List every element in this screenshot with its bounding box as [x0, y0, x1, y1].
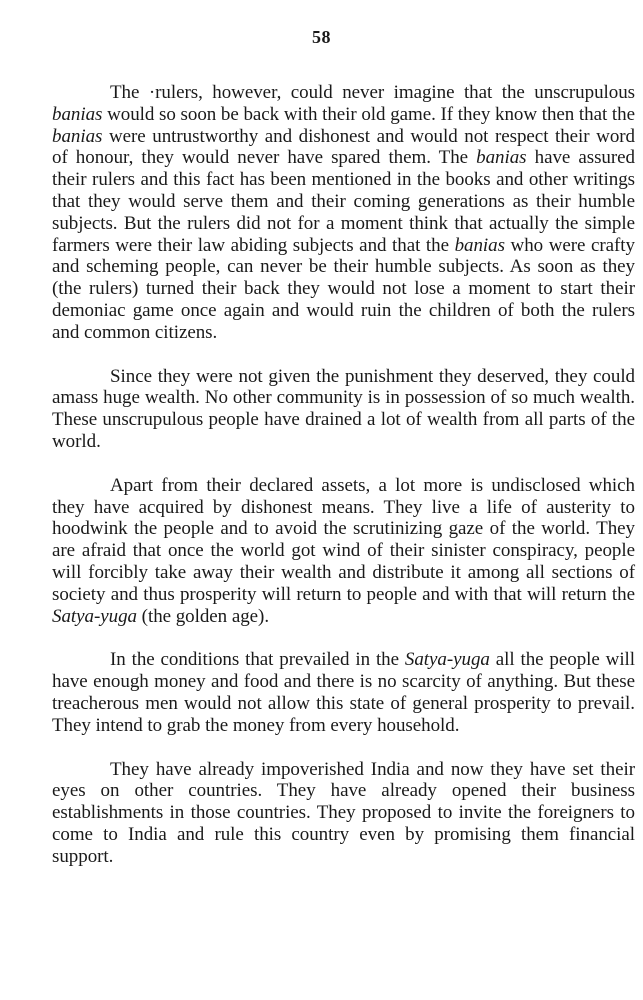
text-run: In the conditions that prevailed in the [110, 649, 405, 671]
text-run: (the golden age). [136, 605, 270, 627]
text-run: were untrustworthy and dishonest and would not respect their word of honour, they would never have spared them. The [52, 125, 635, 169]
italic-term: Satya-yuga [52, 605, 137, 627]
paragraph-5 [52, 759, 635, 868]
paragraph-1 [52, 82, 635, 344]
italic-term: banias [476, 147, 527, 169]
text-run: have assured their rulers and this fact has been mentioned in the books and other writings that they would serve them and their coming generations as their humble subjects. But the rulers did not for a moment think that actually the simple farmers were their law abiding subjects and that the [52, 147, 635, 256]
page-number: 58 [312, 27, 331, 47]
italic-term: banias [52, 103, 103, 125]
text-run: would so soon be back with their old game. If they know then that the [102, 103, 635, 125]
italic-term: banias [454, 234, 505, 256]
text-run: They have already impoverished India and now they have set their eyes on other countries. They have already opened their business establishments in those countries. They proposed to invite the foreigners to come to India and rule this country even by promising them financial support. [52, 758, 635, 867]
body-text [52, 82, 635, 890]
text-run: all the people will have enough money and food and there is no scarcity of anything. But these treacherous men would not allow this state of general prosperity to prevail. They intend to grab the money from every household. [52, 649, 636, 736]
italic-term: banias [52, 125, 103, 147]
paragraph-3 [52, 475, 635, 628]
text-run: who were crafty and scheming people, can never be their humble subjects. As soon as they (the rulers) turned their back they would not lose a moment to start their demoniac game once again and would ruin the children of both the rulers and common citizens. [52, 234, 635, 343]
text-run: Since they were not given the punishment they deserved, they could amass huge wealth. No other community is in possession of so much wealth. These unscrupulous people have drained a lot of wealth from all parts of the world. [52, 365, 635, 452]
text-run: Apart from their declared assets, a lot more is undisclosed which they have acquired by dishonest means. They live a life of austerity to hoodwink the people and to avoid the scrutinizing gaze of the world. They are afraid that once the world got wind of their sinister conspiracy, people will forcibly take away their wealth and distribute it among all sections of society and thus prosperity will return to people and with that will return the [52, 474, 635, 605]
text-run: The ·rulers, however, could never imagine that the unscrupulous [110, 82, 635, 103]
paragraph-2 [52, 366, 635, 453]
paragraph-4 [52, 649, 635, 736]
italic-term: Satya-yuga [404, 649, 490, 671]
